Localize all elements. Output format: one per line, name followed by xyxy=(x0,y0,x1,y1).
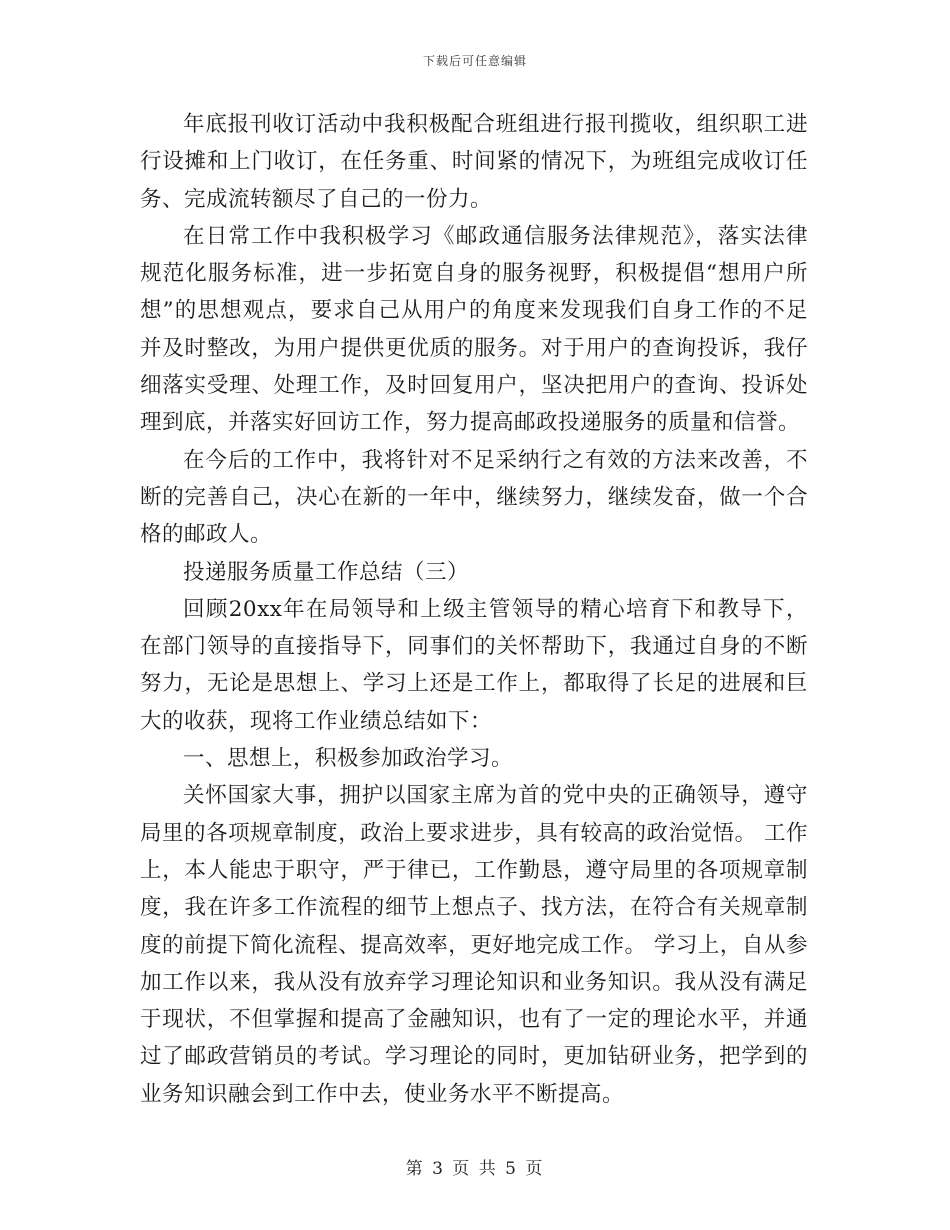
paragraph: 回顾20xx年在局领导和上级主管领导的精心培育下和教导下，在部门领导的直接指导下，同事们的关怀帮助下，我通过自身的不断努力，无论是思想上、学习上还是工作上，都取得了长足的进展和巨大的收获，现将工作业绩总结如下： xyxy=(140,596,808,734)
paragraph: 在今后的工作中，我将针对不足采纳行之有效的方法来改善，不断的完善自己，决心在新的一年中，继续努力，继续发奋，做一个合格的邮政人。 xyxy=(140,447,808,548)
page-header: 下载后可任意编辑 xyxy=(422,54,527,68)
document-body xyxy=(140,106,808,1113)
paragraph: 在日常工作中我积极学习《邮政通信服务法律规范》，落实法律规范化服务标准，进一步拓宽自身的服务视野，积极提倡“想用户所想”的思想观点，要求自己从用户的角度来发现我们自身工作的不足并及时整改，为用户提供更优质的服务。对于用户的查询投诉，我仔细落实受理、处理工作，及时回复用户，坚决把用户的查询、投诉处理到底，并落实好回访工作，努力提高邮政投递服务的质量和信誉。 xyxy=(140,223,808,436)
subsection-heading: 一、思想上，积极参加政治学习。 xyxy=(183,746,514,772)
paragraph: 关怀国家大事，拥护以国家主席为首的党中央的正确领导，遵守局里的各项规章制度，政治上要求进步，具有较高的政治觉悟。 工作上，本人能忠于职守，严于律已，工作勤恳，遵守局里的各项规章制度，我在许多工作流程的细节上想点子、找方法，在符合有关规章制度的前提下简化流程、提高效率，更好地完成工作。 学习上，自从参加工作以来，我从没有放弃学习理论知识和业务知识。我从没有满足于现状，不但掌握和提高了金融知识，也有了一定的理论水平，并通过了邮政营销员的考试。学习理论的同时，更加钻研业务，把学到的业务知识融会到工作中去，使业务水平不断提高。 xyxy=(140,783,808,1107)
paragraph: 年底报刊收订活动中我积极配合班组进行报刊揽收，组织职工进行设摊和上门收订，在任务重、时间紧的情况下，为班组完成收订任务、完成流转额尽了自己的一份力。 xyxy=(140,112,808,212)
section-heading: 投递服务质量工作总结（三） xyxy=(183,559,470,585)
page-number: 第 3 页 共 5 页 xyxy=(405,1159,545,1179)
